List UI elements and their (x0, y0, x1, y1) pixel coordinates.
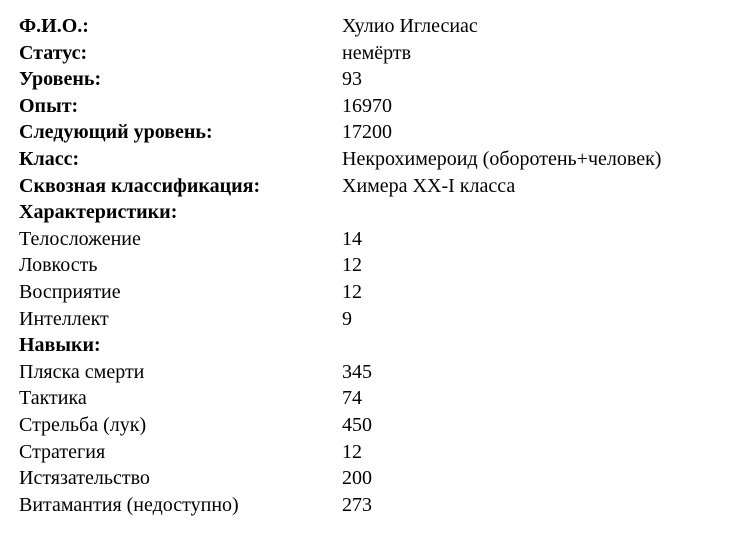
field-value: Хулио Иглесиас (342, 15, 478, 37)
skill-value: 74 (342, 387, 362, 410)
profile-row-classification (19, 173, 739, 200)
field-label: Следующий уровень: (19, 121, 213, 144)
field-value: 17200 (342, 121, 392, 144)
skill-row (19, 492, 739, 519)
skill-value: 12 (342, 440, 362, 463)
stat-label: Интеллект (19, 307, 109, 330)
field-value: немёртв (342, 41, 412, 64)
skill-value: 345 (342, 360, 372, 383)
field-value: Химера XX-I класса (342, 174, 516, 197)
skill-value: 450 (342, 413, 372, 436)
characteristics-heading: Характеристики: (19, 201, 178, 224)
field-value: 93 (342, 68, 362, 91)
stat-value: 12 (342, 280, 362, 303)
profile-row-class (19, 146, 739, 173)
characteristics-heading-row (19, 199, 739, 226)
profile-row-status (19, 40, 739, 67)
skill-value: 200 (342, 467, 372, 490)
characteristic-row (19, 226, 739, 253)
stat-value: 14 (342, 227, 362, 250)
characteristic-row (19, 306, 739, 333)
stat-value: 9 (342, 307, 352, 330)
field-label: Опыт: (19, 94, 79, 117)
skill-row (19, 412, 739, 439)
characteristic-row (19, 252, 739, 279)
field-label: Ф.И.О.: (19, 15, 89, 37)
skill-label: Стрельба (лук) (19, 413, 147, 436)
stat-label: Ловкость (19, 254, 98, 277)
skills-heading: Навыки: (19, 334, 101, 357)
profile-row-experience (19, 93, 739, 120)
stat-label: Восприятие (19, 280, 121, 303)
skill-row (19, 439, 739, 466)
skills-heading-row (19, 332, 739, 359)
field-label: Уровень: (19, 68, 102, 91)
skill-label: Истязательство (19, 467, 150, 490)
field-label: Класс: (19, 147, 80, 170)
profile-row-level (19, 66, 739, 93)
skill-row (19, 359, 739, 386)
character-sheet (19, 13, 739, 518)
skill-label: Пляска смерти (19, 360, 145, 383)
stat-value: 12 (342, 254, 362, 277)
field-value: Некрохимероид (оборотень+человек) (342, 147, 662, 170)
stat-label: Телосложение (19, 227, 141, 250)
skill-label: Витамантия (недоступно) (19, 493, 239, 516)
characteristic-row (19, 279, 739, 306)
field-label: Сквозная классификация: (19, 174, 261, 197)
field-label: Статус: (19, 41, 88, 64)
profile-row-name (19, 13, 739, 40)
field-value: 16970 (342, 94, 392, 117)
skill-label: Стратегия (19, 440, 106, 463)
skill-row (19, 465, 739, 492)
skill-value: 273 (342, 493, 372, 516)
skill-label: Тактика (19, 387, 87, 410)
skill-row (19, 385, 739, 412)
profile-row-next-level (19, 119, 739, 146)
